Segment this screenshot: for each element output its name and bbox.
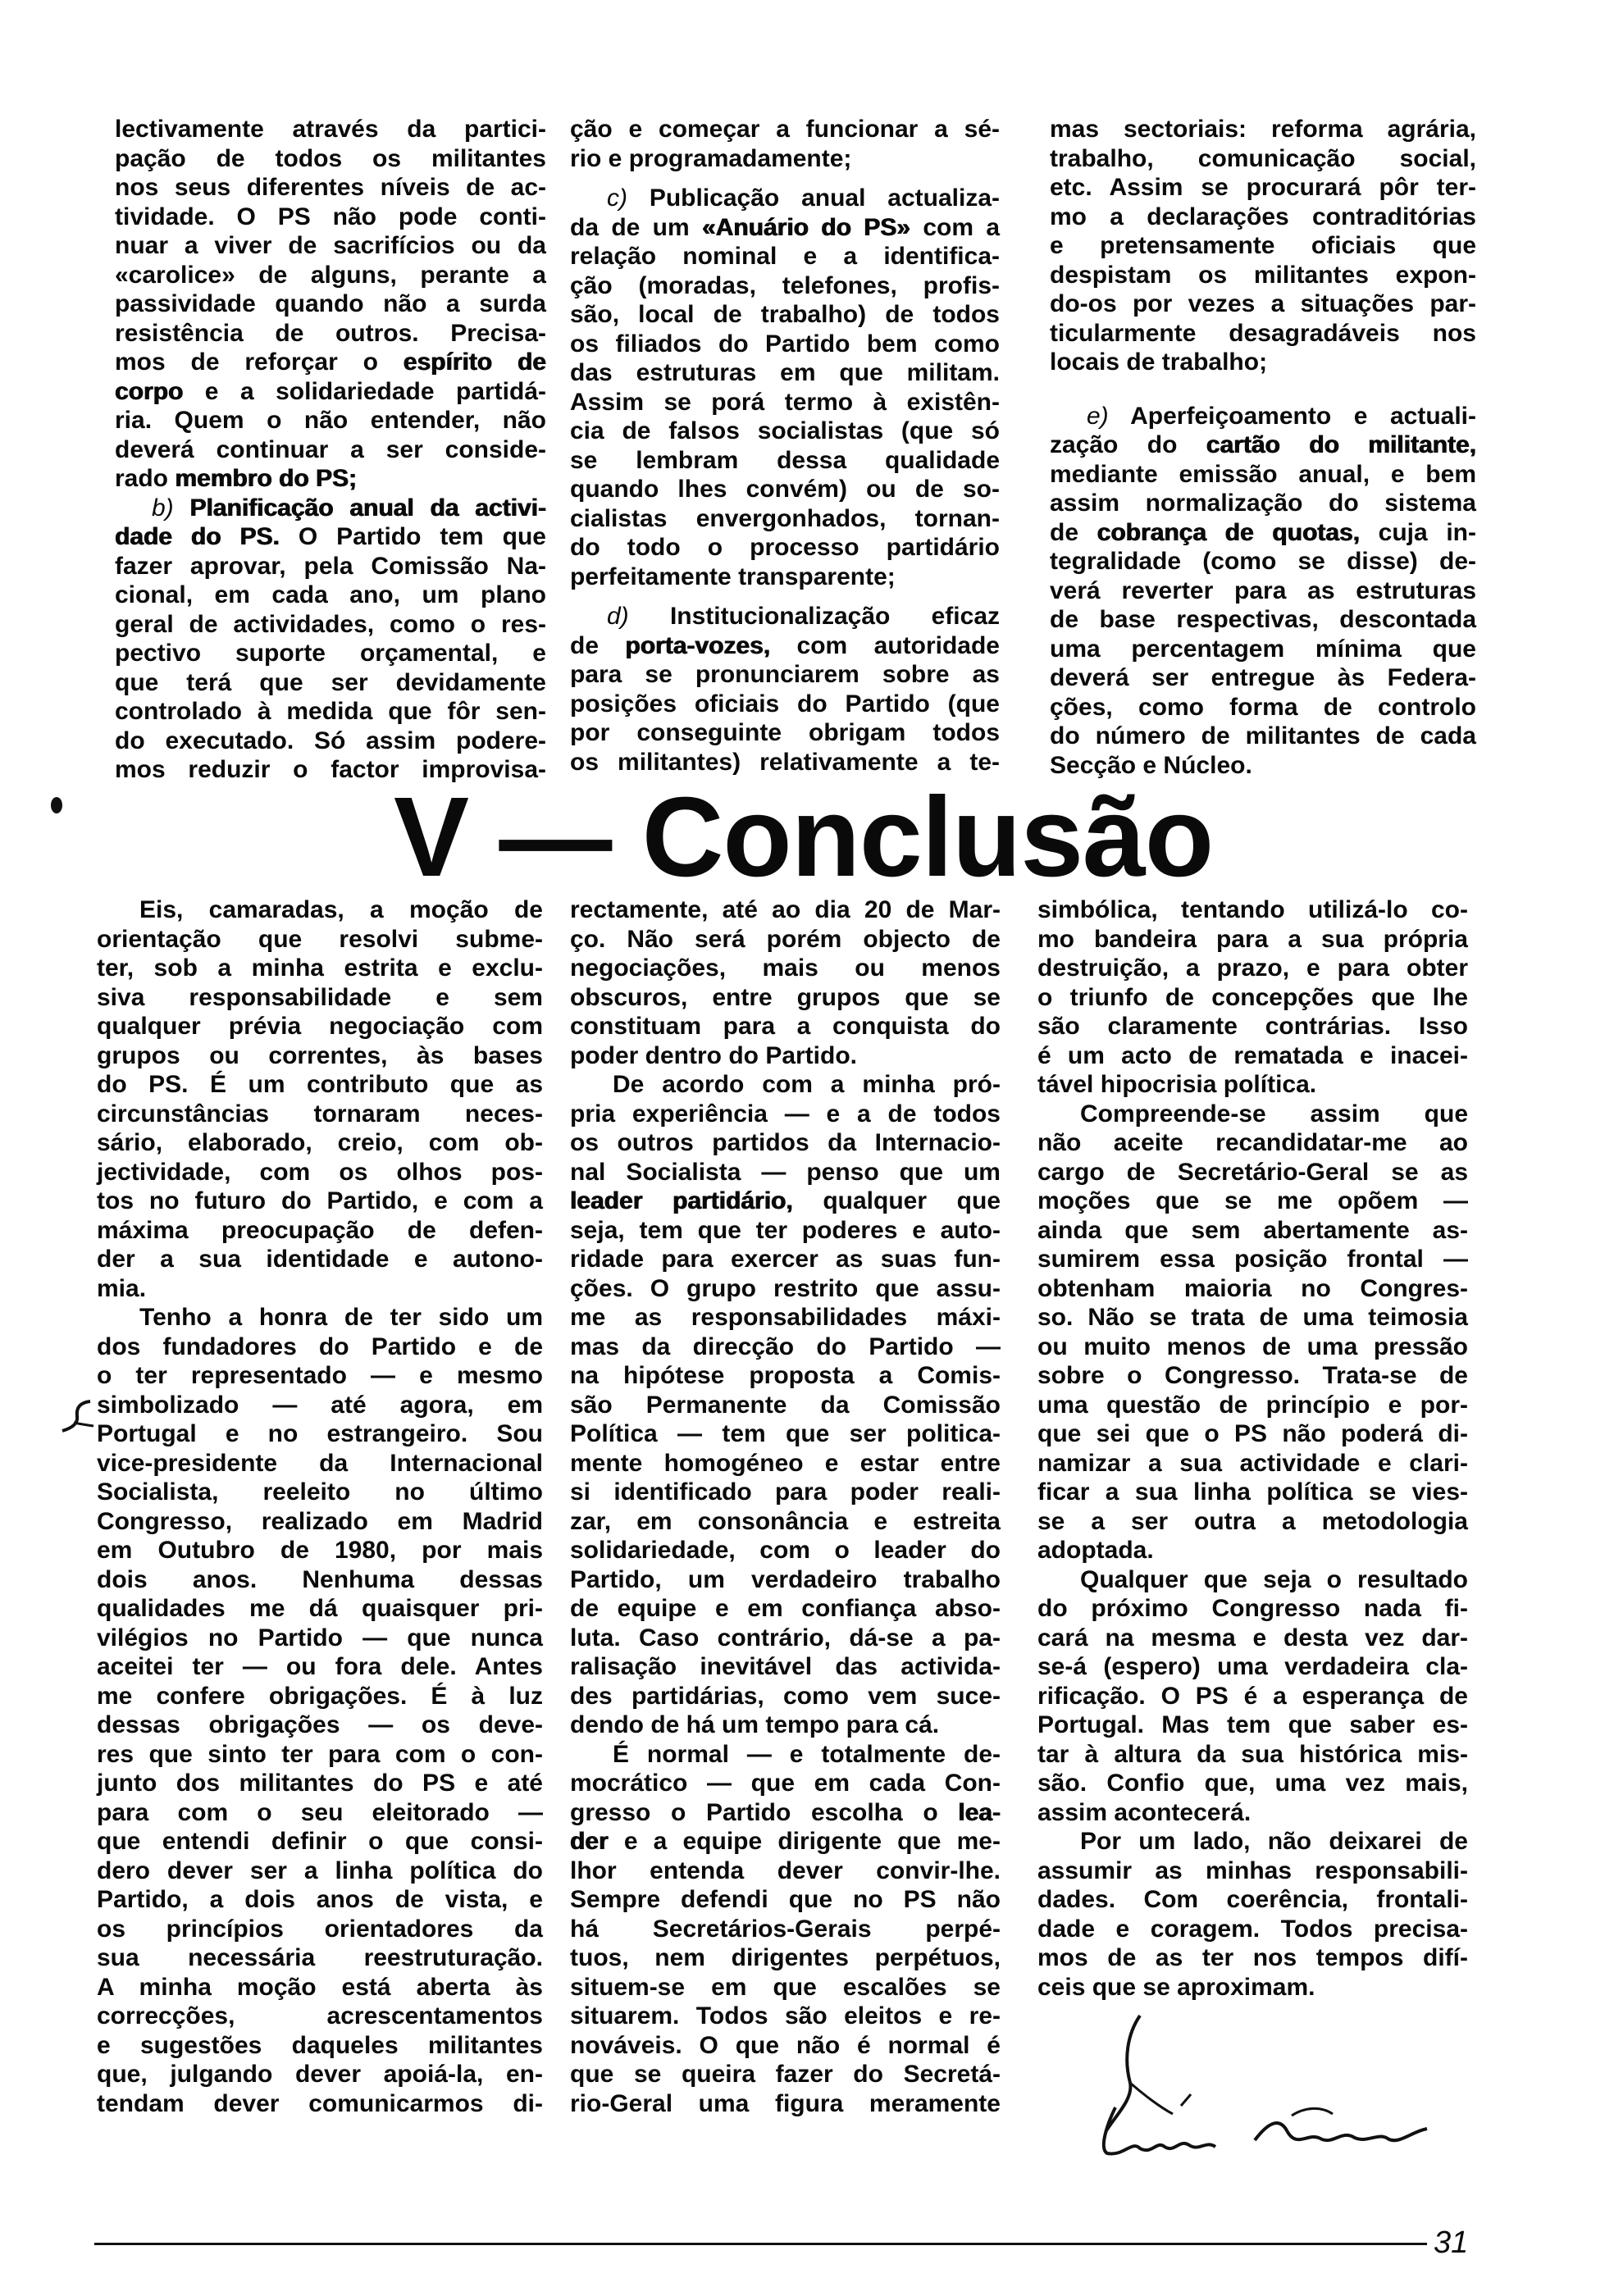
text-line: não aceite recandidatar-me ao: [1037, 1129, 1468, 1156]
text-line: para se pronunciarem sobre as: [570, 661, 1000, 688]
text-line: são. Confio que, uma vez mais,: [1037, 1770, 1468, 1797]
text-line: do executado. Só assim podere-: [115, 727, 546, 754]
text-line: deverá continuar a ser conside-: [115, 435, 546, 463]
text-line: que sei que o PS não poderá di-: [1037, 1420, 1468, 1447]
text-line: os outros partidos da Internacio-: [570, 1129, 1001, 1156]
bottom-column-2: [570, 895, 1001, 2118]
paragraph: [97, 1303, 543, 2118]
text-line: der a sua identidade e autono-: [97, 1246, 543, 1273]
text-line: [570, 213, 1000, 243]
text-line: aceitei ter — ou fora dele. Antes: [97, 1653, 543, 1680]
text-line: sobre o Congresso. Trata-se de: [1037, 1362, 1468, 1389]
text-line: tegralidade (como se disse) de-: [1050, 548, 1476, 575]
margin-bracket-mark: [57, 1398, 107, 1439]
emphasis-text: corpo: [115, 377, 184, 405]
text-line: obscuros, entre grupos que se: [570, 983, 1001, 1011]
text-line: uma percentagem mínima que: [1050, 635, 1476, 663]
text-line: luta. Caso contrário, dá-se a pa-: [570, 1624, 1001, 1651]
text-line: «carolice» de alguns, perante a: [115, 261, 546, 289]
text-line: rectamente, até ao dia 20 de Mar-: [570, 896, 1001, 923]
text-line: mas da direcção do Partido —: [570, 1332, 1001, 1360]
text-line: etc. Assim se procurará pôr ter-: [1050, 174, 1476, 201]
text-line: se-á (espero) uma verdadeira cla-: [1037, 1653, 1468, 1680]
text-line: destruição, a prazo, e para obter: [1037, 954, 1468, 982]
text-line: Partido, um verdadeiro trabalho: [570, 1565, 1001, 1593]
text-line: em Outubro de 1980, por mais: [97, 1537, 543, 1564]
text-line: seja, tem que ter poderes e auto-: [570, 1216, 1001, 1244]
text-line: mo bandeira para a sua própria: [1037, 925, 1468, 953]
text-segment: de: [1050, 518, 1097, 546]
text-line: mo a declarações contraditórias: [1050, 203, 1476, 230]
emphasis-text: cartão do militante,: [1206, 431, 1476, 458]
text-line: ção e começar a funcionar a sé-: [570, 116, 1000, 143]
text-line: tos no futuro do Partido, e com a: [97, 1187, 543, 1214]
text-line: sário, elaborado, creio, com ob-: [97, 1129, 543, 1156]
text-line: simbólica, tentando utilizá-lo co-: [1037, 896, 1468, 923]
emphasis-text: membro do PS;: [175, 465, 358, 492]
text-line: cargo de Secretário-Geral se as: [1037, 1158, 1468, 1186]
text-line: quando lhes convém) ou de so-: [570, 476, 1000, 503]
text-line: simbolizado — até agora, em: [97, 1391, 543, 1419]
text-line: jectividade, com os olhos pos-: [97, 1158, 543, 1186]
text-line: [570, 184, 1000, 213]
text-line: si identificado para poder reali-: [570, 1478, 1001, 1506]
text-line: do próximo Congresso nada fi-: [1037, 1595, 1468, 1622]
text-line: tendam dever comunicarmos di-: [97, 2089, 543, 2117]
text-line: constituam para a conquista do: [570, 1013, 1001, 1040]
text-line: [570, 631, 1000, 661]
text-line: ceis que se aproximam.: [1037, 1973, 1315, 2001]
text-line: cará na mesma e desta vez dar-: [1037, 1624, 1468, 1651]
text-line: nováveis. O que não é normal é: [570, 2031, 1001, 2059]
paragraph: [97, 895, 543, 1303]
text-line: [115, 494, 546, 523]
text-line: controlado à medida que fôr sen-: [115, 698, 546, 725]
text-line: verá reverter para as estruturas: [1050, 576, 1476, 604]
text-segment: e a solidariedade partidá-: [183, 377, 546, 405]
text-line: Compreende-se assim que: [1080, 1100, 1468, 1128]
text-line: do todo o processo partidário: [570, 534, 1000, 561]
text-segment: [174, 494, 190, 522]
text-line: perfeitamente transparente;: [570, 563, 896, 590]
list-marker: e): [1087, 402, 1109, 430]
text-line: ficar a sua linha política se vies-: [1037, 1478, 1468, 1506]
text-line: máxima preocupação de defen-: [97, 1216, 543, 1244]
text-line: do PS. É um contributo que as: [97, 1071, 543, 1098]
text-line: posições oficiais do Partido (que: [570, 690, 1000, 718]
text-segment: rado: [115, 465, 176, 492]
text-line: cional, em cada ano, um plano: [115, 581, 546, 608]
top-column-2: [570, 115, 1000, 777]
text-line: Política — tem que ser politica-: [570, 1420, 1001, 1447]
text-segment: de: [570, 631, 626, 659]
text-line: solidariedade, com o leader do: [570, 1537, 1001, 1564]
text-line: rio-Geral uma figura meramente: [570, 2089, 1001, 2117]
text-line: Eis, camaradas, a moção de: [139, 896, 543, 923]
text-line: [570, 1798, 1001, 1828]
text-segment: e a equipe dirigente que me-: [608, 1828, 1001, 1855]
text-line: adoptada.: [1037, 1537, 1154, 1564]
text-line: para com o seu eleitorado —: [97, 1798, 543, 1826]
text-line: e sugestões daqueles militantes: [97, 2031, 543, 2059]
paragraph: [115, 115, 546, 494]
text-line: vilégios no Partido — que nunca: [97, 1624, 543, 1651]
text-line: fazer aprovar, pela Comissão Na-: [115, 552, 546, 580]
text-line: ou muito menos de uma pressão: [1037, 1332, 1468, 1360]
text-line: [115, 348, 546, 377]
text-line: correcções, acrescentamentos: [97, 2002, 543, 2029]
emphasis-text: «Anuário do PS»: [701, 213, 910, 241]
emphasis-text: cobrança de quotas,: [1097, 518, 1361, 546]
bottom-column-3: [1037, 895, 1468, 2002]
text-line: nal Socialista — penso que um: [570, 1158, 1001, 1186]
text-segment: Publicação anual actualiza-: [627, 184, 1000, 212]
text-line: por conseguinte obrigam todos: [570, 719, 1000, 746]
text-line: lhor entenda dever convir-lhe.: [570, 1856, 1001, 1884]
text-line: circunstâncias tornaram neces-: [97, 1100, 543, 1128]
text-line: qualidades me dá quaisquer pri-: [97, 1595, 543, 1622]
page-number: 31: [1434, 2225, 1469, 2260]
text-line: despistam os militantes expon-: [1050, 261, 1476, 289]
emphasis-text: leader partidário,: [570, 1187, 793, 1214]
text-line: assumir as minhas responsabili-: [1037, 1856, 1468, 1884]
text-line: ção (moradas, telefones, profis-: [570, 271, 1000, 299]
margin-mark: [51, 797, 62, 813]
text-line: assim acontecerá.: [1037, 1798, 1252, 1826]
text-line: mos de as ter nos tempos difí-: [1037, 1944, 1468, 1971]
text-line: tável hipocrisia política.: [1037, 1071, 1317, 1098]
text-line: ções. O grupo restrito que assu-: [570, 1274, 1001, 1302]
text-line: ter, sob a minha estrita e exclu-: [97, 954, 543, 982]
text-line: sumirem essa posição frontal —: [1037, 1246, 1468, 1273]
paragraph: [570, 602, 1000, 777]
text-line: [1050, 402, 1476, 431]
emphasis-text: lea-: [958, 1798, 1001, 1826]
text-line: se a ser outra a metodologia: [1037, 1507, 1468, 1535]
paragraph: [1037, 1565, 1468, 1828]
footer-rule: [94, 2243, 1427, 2245]
emphasis-text: Planificação anual da activi-: [189, 494, 546, 522]
text-line: na hipótese proposta a Comis-: [570, 1362, 1001, 1389]
paragraph: [570, 1070, 1001, 1740]
list-marker: d): [607, 603, 629, 630]
list-marker: c): [607, 184, 627, 212]
text-line: o ter representado — e mesmo: [97, 1362, 543, 1389]
text-line: são claramente contrárias. Isso: [1037, 1013, 1468, 1040]
text-line: qualquer prévia negociação com: [97, 1013, 543, 1040]
text-line: mia.: [97, 1274, 147, 1302]
text-line: mos reduzir o factor improvisa-: [115, 756, 546, 783]
text-line: do-os por vezes a situações par-: [1050, 290, 1476, 317]
emphasis-text: dade do PS.: [115, 523, 280, 550]
text-line: mediante emissão anual, e bem: [1050, 460, 1476, 488]
text-line: mocrático — que em cada Con-: [570, 1770, 1001, 1797]
text-segment: com a: [910, 213, 1001, 241]
text-line: zar, em consonância e estreita: [570, 1507, 1001, 1535]
text-line: [570, 1187, 1001, 1216]
text-line: grupos ou correntes, às bases: [97, 1041, 543, 1069]
text-line: É normal — e totalmente de-: [613, 1740, 1001, 1768]
text-line: trabalho, comunicação social,: [1050, 144, 1476, 172]
text-line: cialistas envergonhados, tornan-: [570, 504, 1000, 532]
handwritten-signature: [1083, 2009, 1443, 2165]
text-line: [1050, 430, 1476, 460]
text-line: há Secretários-Gerais perpé-: [570, 1915, 1001, 1943]
text-line: Qualquer que seja o resultado: [1080, 1565, 1468, 1593]
text-line: de equipe e em confiança abso-: [570, 1595, 1001, 1622]
text-line: rificação. O PS é a esperança de: [1037, 1682, 1468, 1710]
text-line: Portugal e no estrangeiro. Sou: [97, 1420, 543, 1447]
text-segment: com autoridade: [770, 631, 1000, 659]
text-line: dade e coragem. Todos precisa-: [1037, 1915, 1468, 1943]
text-line: vice-presidente da Internacional: [97, 1449, 543, 1477]
text-line: dades. Com coerência, frontali-: [1037, 1886, 1468, 1913]
text-line: [570, 1827, 1001, 1856]
text-line: obtenham maioria no Congres-: [1037, 1274, 1468, 1302]
text-line: rio e programadamente;: [570, 144, 852, 172]
text-line: das estruturas em que militam.: [570, 359, 1000, 386]
text-line: Sempre defendi que no PS não: [570, 1886, 1001, 1913]
text-line: Congresso, realizado em Madrid: [97, 1507, 543, 1535]
text-line: os filiados do Partido bem como: [570, 330, 1000, 358]
text-line: A minha moção está aberta às: [97, 1973, 543, 2001]
top-column-3: [1050, 115, 1476, 780]
text-line: Assim se porá termo à existên-: [570, 388, 1000, 416]
text-line: orientação que resolvi subme-: [97, 925, 543, 953]
text-line: e pretensamente oficiais que: [1050, 232, 1476, 259]
text-line: os militantes) relativamente a te-: [570, 748, 1000, 776]
text-line: Portugal. Mas tem que saber es-: [1037, 1711, 1468, 1738]
text-line: Tenho a honra de ter sido um: [139, 1304, 543, 1331]
text-line: Secção e Núcleo.: [1050, 751, 1252, 779]
paragraph: [1037, 895, 1468, 1100]
text-line: passividade quando não a surda: [115, 290, 546, 317]
text-line: de base respectivas, descontada: [1050, 606, 1476, 633]
text-line: mas sectoriais: reforma agrária,: [1050, 116, 1476, 143]
text-line: são, local de trabalho) de todos: [570, 301, 1000, 328]
text-segment: cuja in-: [1360, 518, 1476, 546]
paragraph: [115, 494, 546, 785]
text-line: ticularmente desagradáveis nos: [1050, 319, 1476, 347]
text-line: os princípios orientadores da: [97, 1915, 543, 1943]
bottom-column-1: [97, 895, 543, 2118]
paragraph: [570, 184, 1000, 591]
text-line: nuar a viver de sacrifícios ou da: [115, 232, 546, 259]
text-line: ço. Não será porém objecto de: [570, 925, 1001, 953]
text-line: [115, 377, 546, 407]
section-heading: V — Conclusão: [394, 774, 1214, 900]
text-line: De acordo com a minha pró-: [613, 1071, 1001, 1098]
text-line: dendo de há um tempo para cá.: [570, 1711, 940, 1738]
text-segment: gresso o Partido escolha o: [570, 1798, 959, 1826]
text-line: locais de trabalho;: [1050, 348, 1268, 376]
text-line: ainda que sem abertamente as-: [1037, 1216, 1468, 1244]
text-line: [115, 464, 546, 494]
text-line: que terá que ser devidamente: [115, 668, 546, 696]
text-line: dessas obrigações — os deve-: [97, 1711, 543, 1738]
text-line: geral de actividades, como o res-: [115, 610, 546, 638]
paragraph: [570, 1740, 1001, 2119]
text-line: ridade para exercer as suas fun-: [570, 1246, 1001, 1273]
text-line: uma questão de princípio e por-: [1037, 1391, 1468, 1419]
emphasis-text: espírito de: [403, 348, 546, 376]
paragraph: [1050, 115, 1476, 377]
text-line: pria experiência — e a de todos: [570, 1100, 1001, 1128]
paragraph: [570, 895, 1001, 1070]
paragraph: [1050, 402, 1476, 781]
text-line: tar à altura da sua histórica mis-: [1037, 1740, 1468, 1768]
text-line: pectivo suporte orçamental, e: [115, 640, 546, 667]
text-line: resistência de outros. Precisa-: [115, 319, 546, 347]
text-line: assim normalização do sistema: [1050, 490, 1476, 517]
text-line: junto dos militantes do PS e até: [97, 1770, 543, 1797]
emphasis-text: porta-vozes,: [625, 631, 771, 659]
text-line: so. Não se trata de uma teimosia: [1037, 1304, 1468, 1331]
text-line: sua necessária reestruturação.: [97, 1944, 543, 1971]
text-line: [115, 522, 546, 552]
text-line: situarem. Todos são eleitos e re-: [570, 2002, 1001, 2029]
text-line: lectivamente através da partici-: [115, 116, 546, 143]
text-line: me as responsabilidades máxi-: [570, 1304, 1001, 1331]
text-line: namizar a sua actividade e clari-: [1037, 1449, 1468, 1477]
text-segment: qualquer que: [792, 1187, 1001, 1214]
paragraph: [1037, 1100, 1468, 1565]
text-line: dero dever ser a linha política do: [97, 1856, 543, 1884]
text-line: se lembram dessa qualidade: [570, 446, 1000, 474]
text-line: deverá ser entregue às Federa-: [1050, 664, 1476, 691]
text-line: situem-se em que escalões se: [570, 1973, 1001, 2001]
text-line: que se queira fazer do Secretá-: [570, 2061, 1001, 2088]
text-line: nos seus diferentes níveis de ac-: [115, 174, 546, 201]
text-line: negociações, mais ou menos: [570, 954, 1001, 982]
text-line: [1050, 518, 1476, 548]
text-line: são Permanente da Comissão: [570, 1391, 1001, 1419]
text-line: Partido, a dois anos de vista, e: [97, 1886, 543, 1913]
text-line: o triunfo de concepções que lhe: [1037, 983, 1468, 1011]
text-line: poder dentro do Partido.: [570, 1041, 857, 1069]
text-line: tuos, nem dirigentes perpétuos,: [570, 1944, 1001, 1971]
text-line: dois anos. Nenhuma dessas: [97, 1565, 543, 1593]
text-line: ções, como forma de controlo: [1050, 693, 1476, 721]
text-line: do número de militantes de cada: [1050, 722, 1476, 749]
text-segment: Aperfeiçoamento e actuali-: [1108, 402, 1476, 430]
text-line: é um acto de rematada e inacei-: [1037, 1041, 1468, 1069]
text-line: tividade. O PS não pode conti-: [115, 203, 546, 230]
text-line: que, julgando dever apoiá-la, en-: [97, 2061, 543, 2088]
text-line: res que sinto ter para com o con-: [97, 1740, 543, 1768]
text-line: siva responsabilidade e sem: [97, 983, 543, 1011]
text-line: Socialista, reeleito no último: [97, 1478, 543, 1506]
text-line: mente homogéneo e estar entre: [570, 1449, 1001, 1477]
text-segment: mos de reforçar o: [115, 348, 404, 376]
text-line: cia de falsos socialistas (que só: [570, 417, 1000, 444]
top-column-1: [115, 115, 546, 785]
text-line: que entendi definir o que consi-: [97, 1828, 543, 1855]
paragraph: [1037, 1827, 1468, 2002]
text-line: relação nominal e a identifica-: [570, 243, 1000, 270]
text-line: me confere obrigações. É à luz: [97, 1682, 543, 1710]
text-line: ria. Quem o não entender, não: [115, 407, 546, 434]
list-marker: b): [152, 494, 174, 522]
paragraph: [570, 115, 1000, 173]
text-segment: da de um: [570, 213, 702, 241]
text-segment: zação do: [1050, 431, 1206, 458]
emphasis-text: der: [570, 1828, 609, 1855]
text-line: [570, 602, 1000, 631]
text-line: ralisação inevitável das activida-: [570, 1653, 1001, 1680]
text-line: dos fundadores do Partido e de: [97, 1332, 543, 1360]
text-line: Por um lado, não deixarei de: [1080, 1828, 1468, 1855]
text-segment: Institucionalização eficaz: [628, 603, 1000, 630]
text-line: moções que se me opõem —: [1037, 1187, 1468, 1214]
text-segment: O Partido tem que: [279, 523, 546, 550]
text-line: pação de todos os militantes: [115, 144, 546, 172]
text-line: des partidárias, como vem suce-: [570, 1682, 1001, 1710]
